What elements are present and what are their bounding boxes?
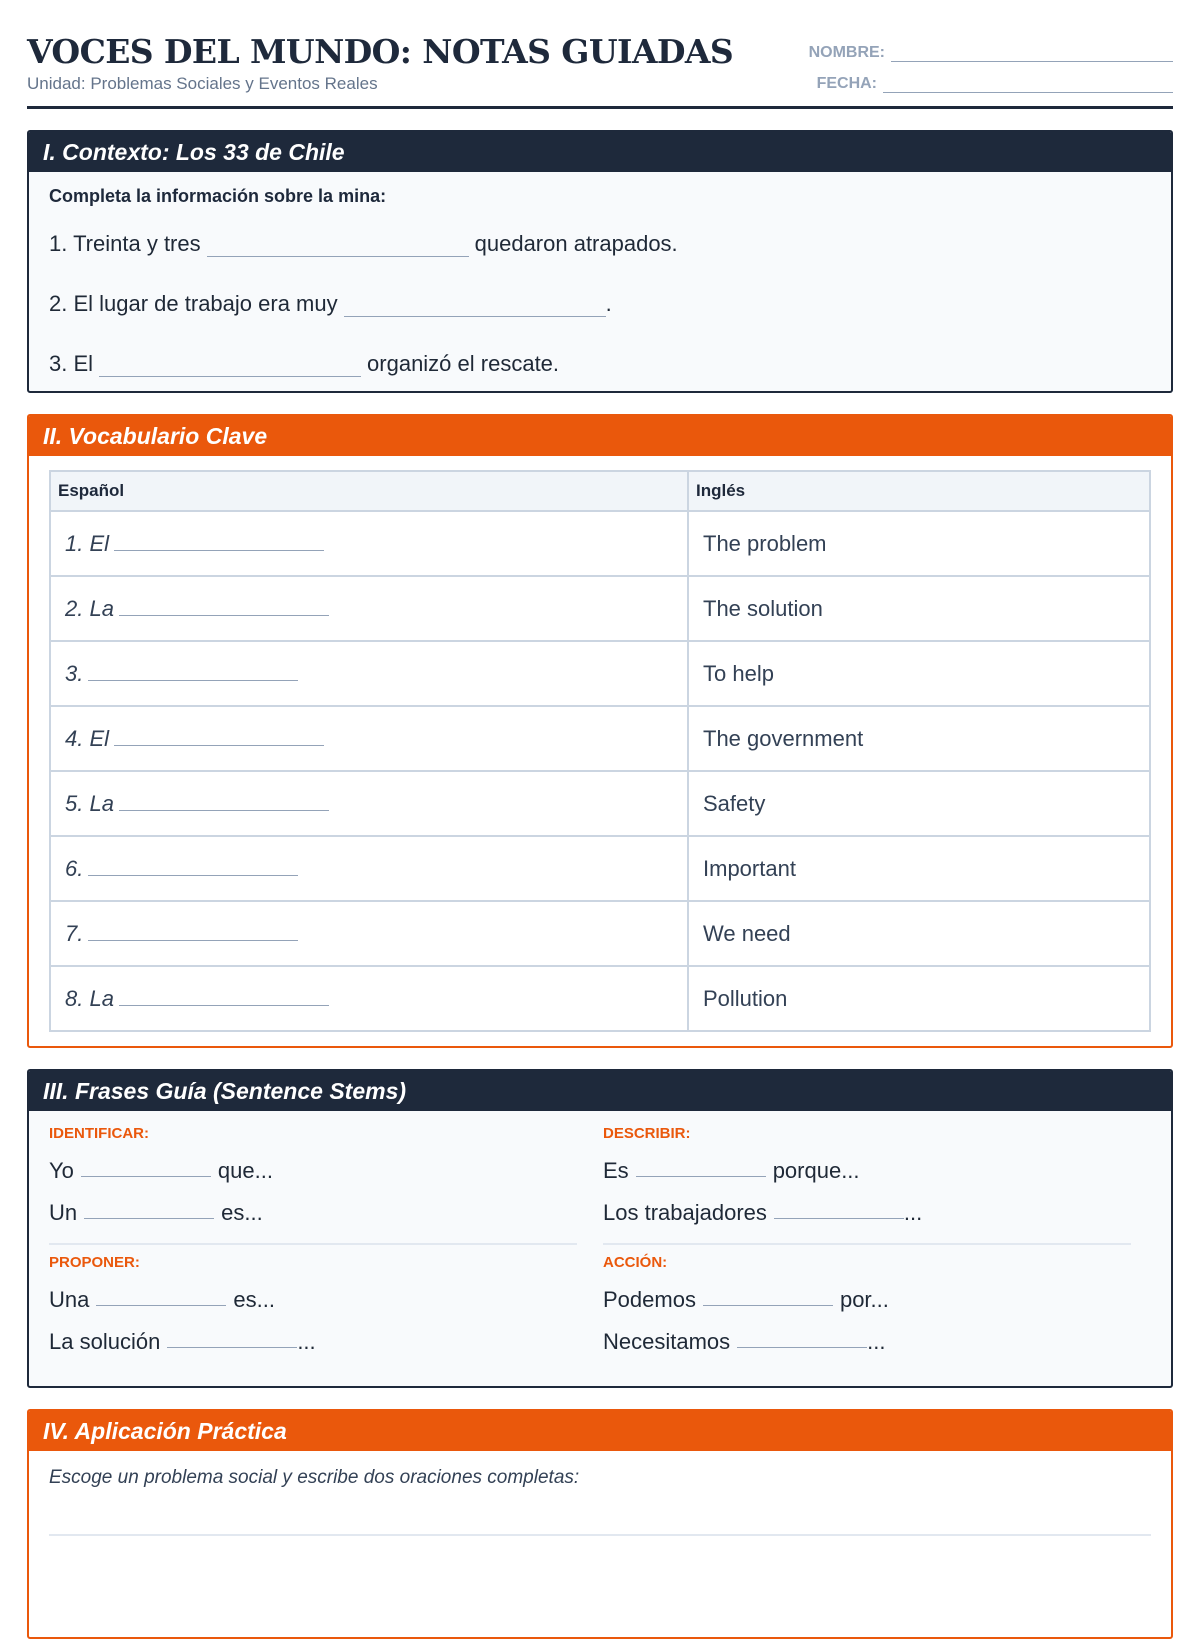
stem-after: es... (233, 1287, 275, 1312)
vocab-prefix: 5. La (65, 790, 114, 816)
vocab-spanish-cell (50, 966, 688, 1031)
vocab-spanish-cell (50, 836, 688, 901)
stem-before: Yo (49, 1158, 74, 1183)
stem-after: que... (217, 1158, 273, 1183)
stems-proponer (49, 1254, 577, 1372)
vocab-blank[interactable] (119, 991, 329, 1006)
context-instruction: Completa la información sobre la mina: (49, 186, 387, 206)
vocab-english-cell: Important (688, 836, 1150, 901)
table-row (50, 966, 1150, 1031)
vocab-spanish-cell (50, 641, 688, 706)
vocab-spanish-cell (50, 771, 688, 836)
vocab-blank[interactable] (88, 861, 298, 876)
stem-line (603, 1279, 1131, 1321)
stems-proponer-label: PROPONER: (49, 1254, 140, 1271)
stem-blank[interactable] (737, 1333, 867, 1348)
section-stems-heading: III. Frases Guía (Sentence Stems) (29, 1071, 1171, 1111)
table-row (50, 576, 1150, 641)
stem-after: ... (903, 1200, 923, 1225)
table-row (50, 641, 1150, 706)
vocab-english-cell: Safety (688, 771, 1150, 836)
vocabulary-table (49, 470, 1151, 1032)
stems-accion-label: ACCIÓN: (603, 1254, 668, 1271)
vocab-prefix: 2. La (65, 595, 114, 621)
worksheet-page (27, 0, 1173, 1639)
stem-blank[interactable] (703, 1291, 833, 1306)
stem-after: porque... (772, 1158, 860, 1183)
stem-line (49, 1150, 577, 1192)
vocab-english-cell: The government (688, 706, 1150, 771)
stem-blank[interactable] (84, 1204, 214, 1219)
stem-before: Los trabajadores (603, 1200, 767, 1225)
context-item-2-blank[interactable] (344, 298, 606, 317)
section-sentence-stems (27, 1069, 1173, 1388)
section-practice-heading: IV. Aplicación Práctica (29, 1411, 1171, 1451)
stem-blank[interactable] (81, 1162, 211, 1177)
table-row (50, 511, 1150, 576)
stems-accion (603, 1254, 1131, 1372)
name-label: NOMBRE: (808, 44, 885, 61)
column-header-spanish: Español (50, 471, 688, 511)
stems-describir-label: DESCRIBIR: (603, 1125, 691, 1142)
date-label: FECHA: (816, 75, 877, 92)
vocab-prefix: 4. El (65, 725, 110, 751)
context-item-2-after: . (605, 291, 612, 316)
stems-describir (603, 1125, 1131, 1245)
vocab-blank[interactable] (114, 731, 324, 746)
context-item-1 (49, 231, 1151, 257)
practice-instruction: Escoge un problema social y escribe dos oraciones completas: (49, 1467, 580, 1488)
date-line[interactable] (883, 76, 1173, 93)
stem-line (49, 1279, 577, 1321)
stem-line (49, 1192, 577, 1234)
vocab-spanish-cell (50, 706, 688, 771)
vocab-english-cell: To help (688, 641, 1150, 706)
vocab-spanish-cell (50, 511, 688, 576)
vocab-prefix: 6. (65, 855, 84, 881)
table-row (50, 771, 1150, 836)
stem-before: Una (49, 1287, 90, 1312)
stems-identificar-label: IDENTIFICAR: (49, 1125, 149, 1142)
vocab-english-cell: We need (688, 901, 1150, 966)
stem-after: por... (839, 1287, 889, 1312)
stem-blank[interactable] (167, 1333, 297, 1348)
stem-line (49, 1321, 577, 1363)
vocab-english-cell: The problem (688, 511, 1150, 576)
context-item-2 (49, 257, 1151, 317)
stem-before: Necesitamos (603, 1329, 731, 1354)
vocab-blank[interactable] (88, 666, 298, 681)
stem-before: Un (49, 1200, 78, 1225)
section-vocabulary (27, 414, 1173, 1048)
section-vocabulary-heading: II. Vocabulario Clave (29, 416, 1171, 456)
stem-after: ... (867, 1329, 886, 1354)
context-item-3 (49, 317, 1151, 377)
table-row (50, 836, 1150, 901)
page-title: VOCES DEL MUNDO: NOTAS GUIADAS (27, 32, 734, 71)
stem-line (603, 1192, 1131, 1234)
vocab-blank[interactable] (119, 601, 329, 616)
stem-blank[interactable] (96, 1291, 226, 1306)
column-header-english: Inglés (688, 471, 1150, 511)
name-line[interactable] (891, 45, 1173, 62)
name-field[interactable] (809, 44, 1173, 62)
section-context-heading: I. Contexto: Los 33 de Chile (29, 132, 1171, 172)
vocab-blank[interactable] (88, 926, 298, 941)
stems-identificar (49, 1125, 577, 1245)
table-row (50, 901, 1150, 966)
stem-after: es... (221, 1200, 263, 1225)
stem-blank[interactable] (636, 1162, 766, 1177)
vocab-prefix: 8. La (65, 985, 114, 1011)
unit-subtitle: Unidad: Problemas Sociales y Eventos Reales (27, 74, 378, 93)
table-row (50, 706, 1150, 771)
stem-before: Podemos (603, 1287, 696, 1312)
stem-after: ... (297, 1329, 316, 1354)
section-practice (27, 1409, 1173, 1639)
vocab-blank[interactable] (119, 796, 329, 811)
vocab-english-cell: The solution (688, 576, 1150, 641)
writing-line[interactable] (49, 1534, 1151, 1536)
section-context (27, 130, 1173, 393)
context-item-3-after: organizó el rescate. (367, 351, 560, 376)
context-item-3-before: 3. El (49, 351, 94, 376)
vocab-prefix: 3. (65, 660, 84, 686)
context-item-1-after: quedaron atrapados. (474, 231, 678, 256)
stem-before: Es (603, 1158, 629, 1183)
stem-line (603, 1321, 1131, 1363)
worksheet-header (27, 30, 1173, 109)
vocab-prefix: 1. El (65, 530, 110, 556)
stem-line (603, 1150, 1131, 1192)
vocab-prefix: 7. (65, 920, 84, 946)
stem-blank[interactable] (774, 1204, 904, 1219)
vocabulary-header-row (50, 471, 1150, 511)
vocab-spanish-cell (50, 901, 688, 966)
vocab-blank[interactable] (114, 536, 324, 551)
context-item-1-before: 1. Treinta y tres (49, 231, 201, 256)
vocab-english-cell: Pollution (688, 966, 1150, 1031)
context-item-1-blank[interactable] (207, 238, 469, 257)
date-field[interactable] (817, 75, 1173, 93)
vocab-spanish-cell (50, 576, 688, 641)
context-item-3-blank[interactable] (99, 358, 361, 377)
context-item-2-before: 2. El lugar de trabajo era muy (49, 291, 338, 316)
stem-before: La solución (49, 1329, 161, 1354)
